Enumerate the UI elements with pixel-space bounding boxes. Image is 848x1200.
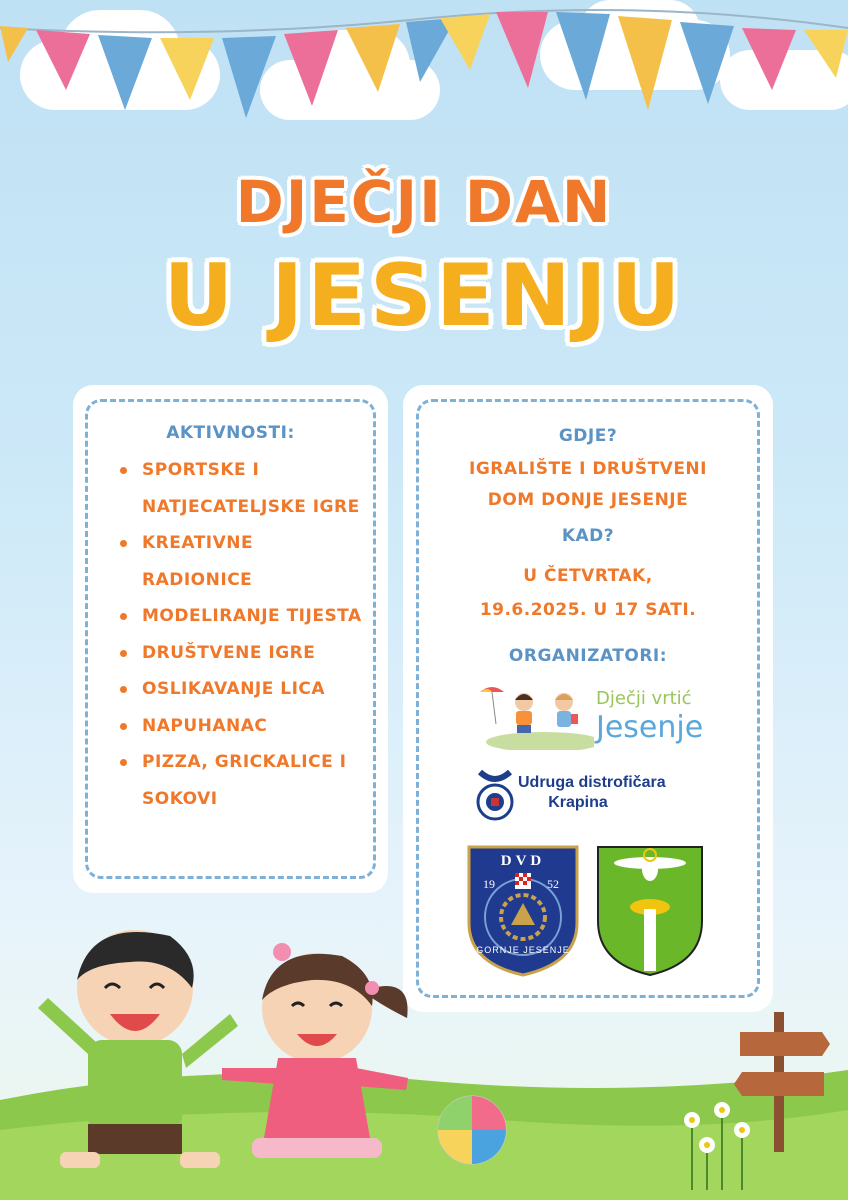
dvd-shield-logo	[467, 845, 579, 977]
association-logo	[474, 766, 734, 822]
organizers-heading: ORGANIZATORI:	[508, 646, 668, 666]
list-item: KREATIVNE RADIONICE	[118, 525, 368, 598]
beach-ball-icon	[436, 1094, 508, 1166]
municipality-coat-of-arms-icon	[596, 845, 704, 977]
bunting-decoration	[0, 0, 848, 140]
kindergarten-logo	[474, 684, 734, 750]
where-label: GDJE?	[558, 426, 618, 446]
list-item: MODELIRANJE TIJESTA	[118, 598, 368, 635]
list-item: OSLIKAVANJE LICA	[118, 671, 368, 708]
activities-list	[118, 452, 368, 817]
association-name-line-2: Krapina	[548, 794, 608, 811]
title-line-1: DJEČJI DAN	[235, 168, 613, 236]
title-line-2: U JESENJU	[163, 246, 685, 346]
when-line-2: 19.6.2025. U 17 SATI.	[479, 600, 697, 620]
kids-illustration-icon	[474, 684, 594, 750]
list-item: PIZZA, GRICKALICE I SOKOVI	[118, 744, 368, 817]
association-name-line-1: Udruga distrofičara	[518, 774, 666, 791]
dvd-year-right: 52	[547, 877, 559, 891]
list-item: DRUŠTVENE IGRE	[118, 635, 368, 672]
dvd-title: DVD	[500, 853, 546, 869]
kindergarten-name-line-2: Jesenje	[596, 710, 704, 745]
when-label: KAD?	[561, 526, 615, 546]
kindergarten-name-line-1: Dječji vrtić	[596, 688, 692, 709]
where-line-2: DOM DONJE JESENJE	[487, 490, 689, 510]
list-item: SPORTSKE I NATJECATELJSKE IGRE	[118, 452, 368, 525]
when-line-1: U ČETVRTAK,	[523, 566, 653, 586]
boy-illustration-icon	[30, 918, 240, 1178]
daisy-flowers-icon	[672, 1100, 762, 1190]
where-line-1: IGRALIŠTE I DRUŠTVENI	[469, 459, 707, 479]
list-item: NAPUHANAC	[118, 708, 368, 745]
dvd-year-left: 19	[483, 877, 495, 891]
activities-heading: AKTIVNOSTI:	[166, 423, 295, 443]
dvd-place: GORNJE JESENJE	[476, 945, 570, 955]
girl-illustration-icon	[212, 928, 422, 1188]
association-emblem-icon	[474, 766, 516, 822]
